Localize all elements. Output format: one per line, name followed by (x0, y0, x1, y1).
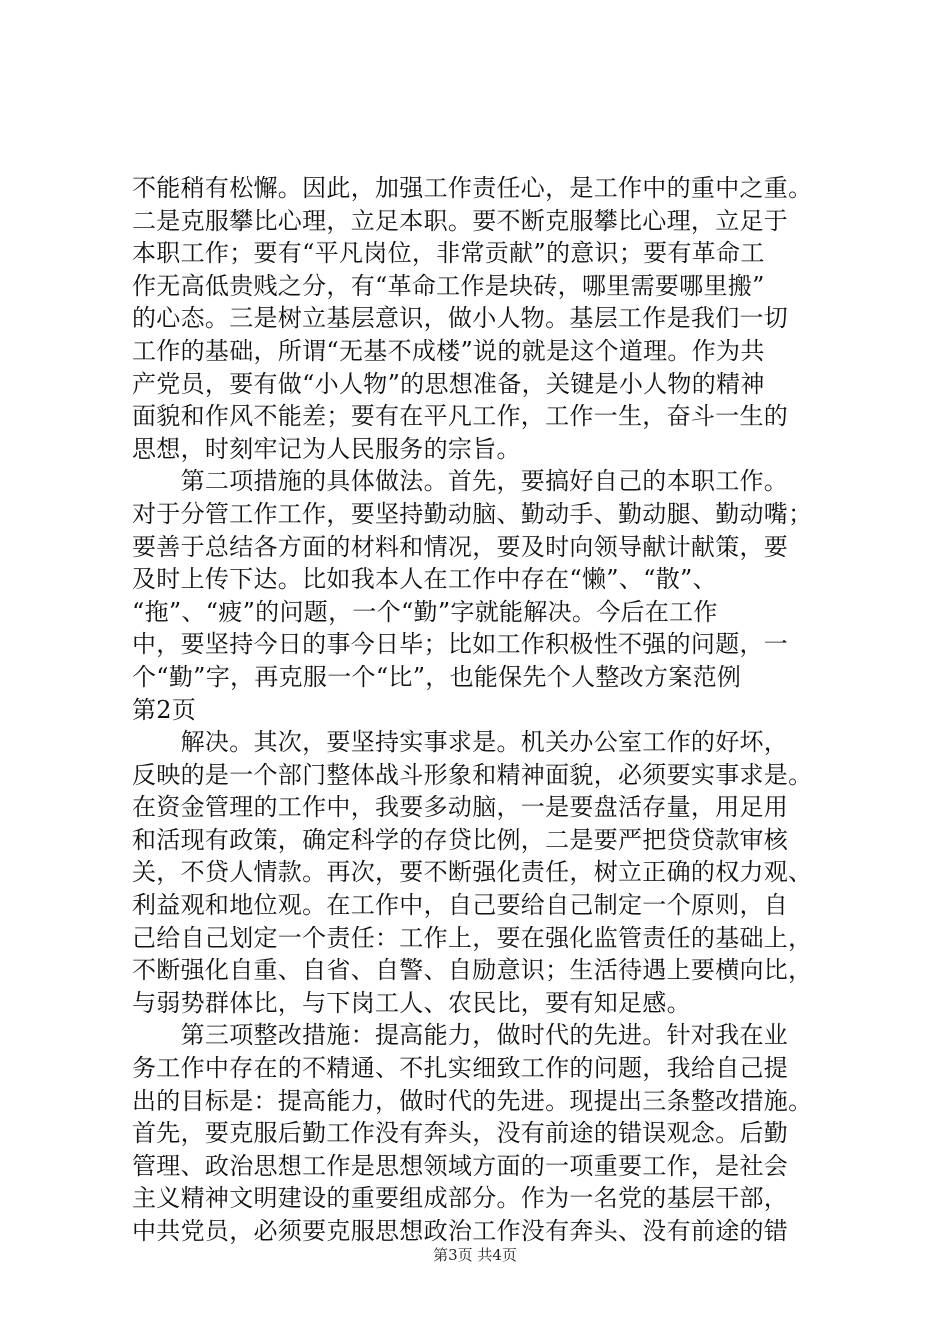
text-line: 的心态。三是树立基层意识，做小人物。基层工作是我们一切 (132, 304, 789, 333)
text-line: 第二项措施的具体做法。首先，要搞好自己的本职工作。 (132, 467, 789, 496)
text-line: 中，要坚持今日的事今日毕；比如工作积极性不强的问题，一 (132, 630, 789, 659)
text-line: 关，不贷人情款。再次，要不断强化责任，树立正确的权力观、 (132, 858, 813, 887)
text-line: 和活现有政策，确定科学的存贷比例，二是要严把贷贷款审核 (132, 825, 789, 854)
text-line: 出的目标是：提高能力，做时代的先进。现提出三条整改措施。 (132, 1086, 813, 1115)
text-line: 管理、政治思想工作是思想领域方面的一项重要工作，是社会 (132, 1151, 789, 1180)
text-line: 不能稍有松懈。因此，加强工作责任心，是工作中的重中之重。 (132, 174, 813, 202)
text-line: 第三项整改措施：提高能力，做时代的先进。针对我在业 (132, 1021, 789, 1050)
page-footer: 第3页 共4页 (433, 1246, 517, 1264)
text-line: 利益观和地位观。在工作中，自己要给自己制定一个原则，自 (132, 891, 789, 920)
text-line: 思想，时刻牢记为人民服务的宗旨。 (132, 434, 521, 463)
text-line: 己给自己划定一个责任：工作上，要在强化监管责任的基础上， (132, 923, 813, 952)
text-line: 首先，要克服后勤工作没有奔头，没有前途的错误观念。后勤 (132, 1119, 789, 1148)
text-line: 第2页 (132, 695, 197, 724)
text-line: 对于分管工作工作，要坚持勤动脑、勤动手、勤动腿、勤动嘴； (132, 499, 813, 528)
text-line: 在资金管理的工作中，我要多动脑，一是要盘活存量，用足用 (132, 793, 789, 822)
text-line: 不断强化自重、自省、自警、自励意识；生活待遇上要横向比， (132, 956, 813, 985)
document-body (132, 172, 832, 1248)
text-line: 工作的基础，所谓“无基不成楼”说的就是这个道理。作为共 (132, 336, 765, 365)
text-line: 反映的是一个部门整体战斗形象和精神面貌，必须要实事求是。 (132, 760, 813, 789)
text-line: 个“勤”字，再克服一个“比”，也能保先个人整改方案范例 (132, 662, 742, 691)
text-line: 与弱势群体比，与下岗工人、农民比，要有知足感。 (132, 988, 691, 1017)
text-line: 面貌和作风不能差；要有在平凡工作，工作一生，奋斗一生的 (132, 402, 789, 431)
text-line: 作无高低贵贱之分，有“革命工作是块砖，哪里需要哪里搬” (132, 271, 765, 300)
text-line: 二是克服攀比心理，立足本职。要不断克服攀比心理，立足于 (132, 206, 789, 235)
text-line: 产党员，要有做“小人物”的思想准备，关键是小人物的精神 (132, 369, 765, 398)
text-line: 务工作中存在的不精通、不扎实细致工作的问题，我给自己提 (132, 1054, 789, 1083)
text-line: 主义精神文明建设的重要组成部分。作为一名党的基层干部， (132, 1184, 789, 1213)
text-line: 解决。其次，要坚持实事求是。机关办公室工作的好坏， (132, 728, 789, 757)
text-line: 中共党员，必须要克服思想政治工作没有奔头、没有前途的错 (132, 1217, 789, 1245)
text-line: 要善于总结各方面的材料和情况，要及时向领导献计献策，要 (132, 532, 789, 561)
text-line: 本职工作；要有“平凡岗位，非常贡献”的意识；要有革命工 (132, 239, 765, 268)
text-line: “拖”、“疲”的问题，一个“勤”字就能解决。今后在工作 (132, 597, 718, 626)
text-line: 及时上传下达。比如我本人在工作中存在“懒”、“散”、 (132, 565, 717, 594)
